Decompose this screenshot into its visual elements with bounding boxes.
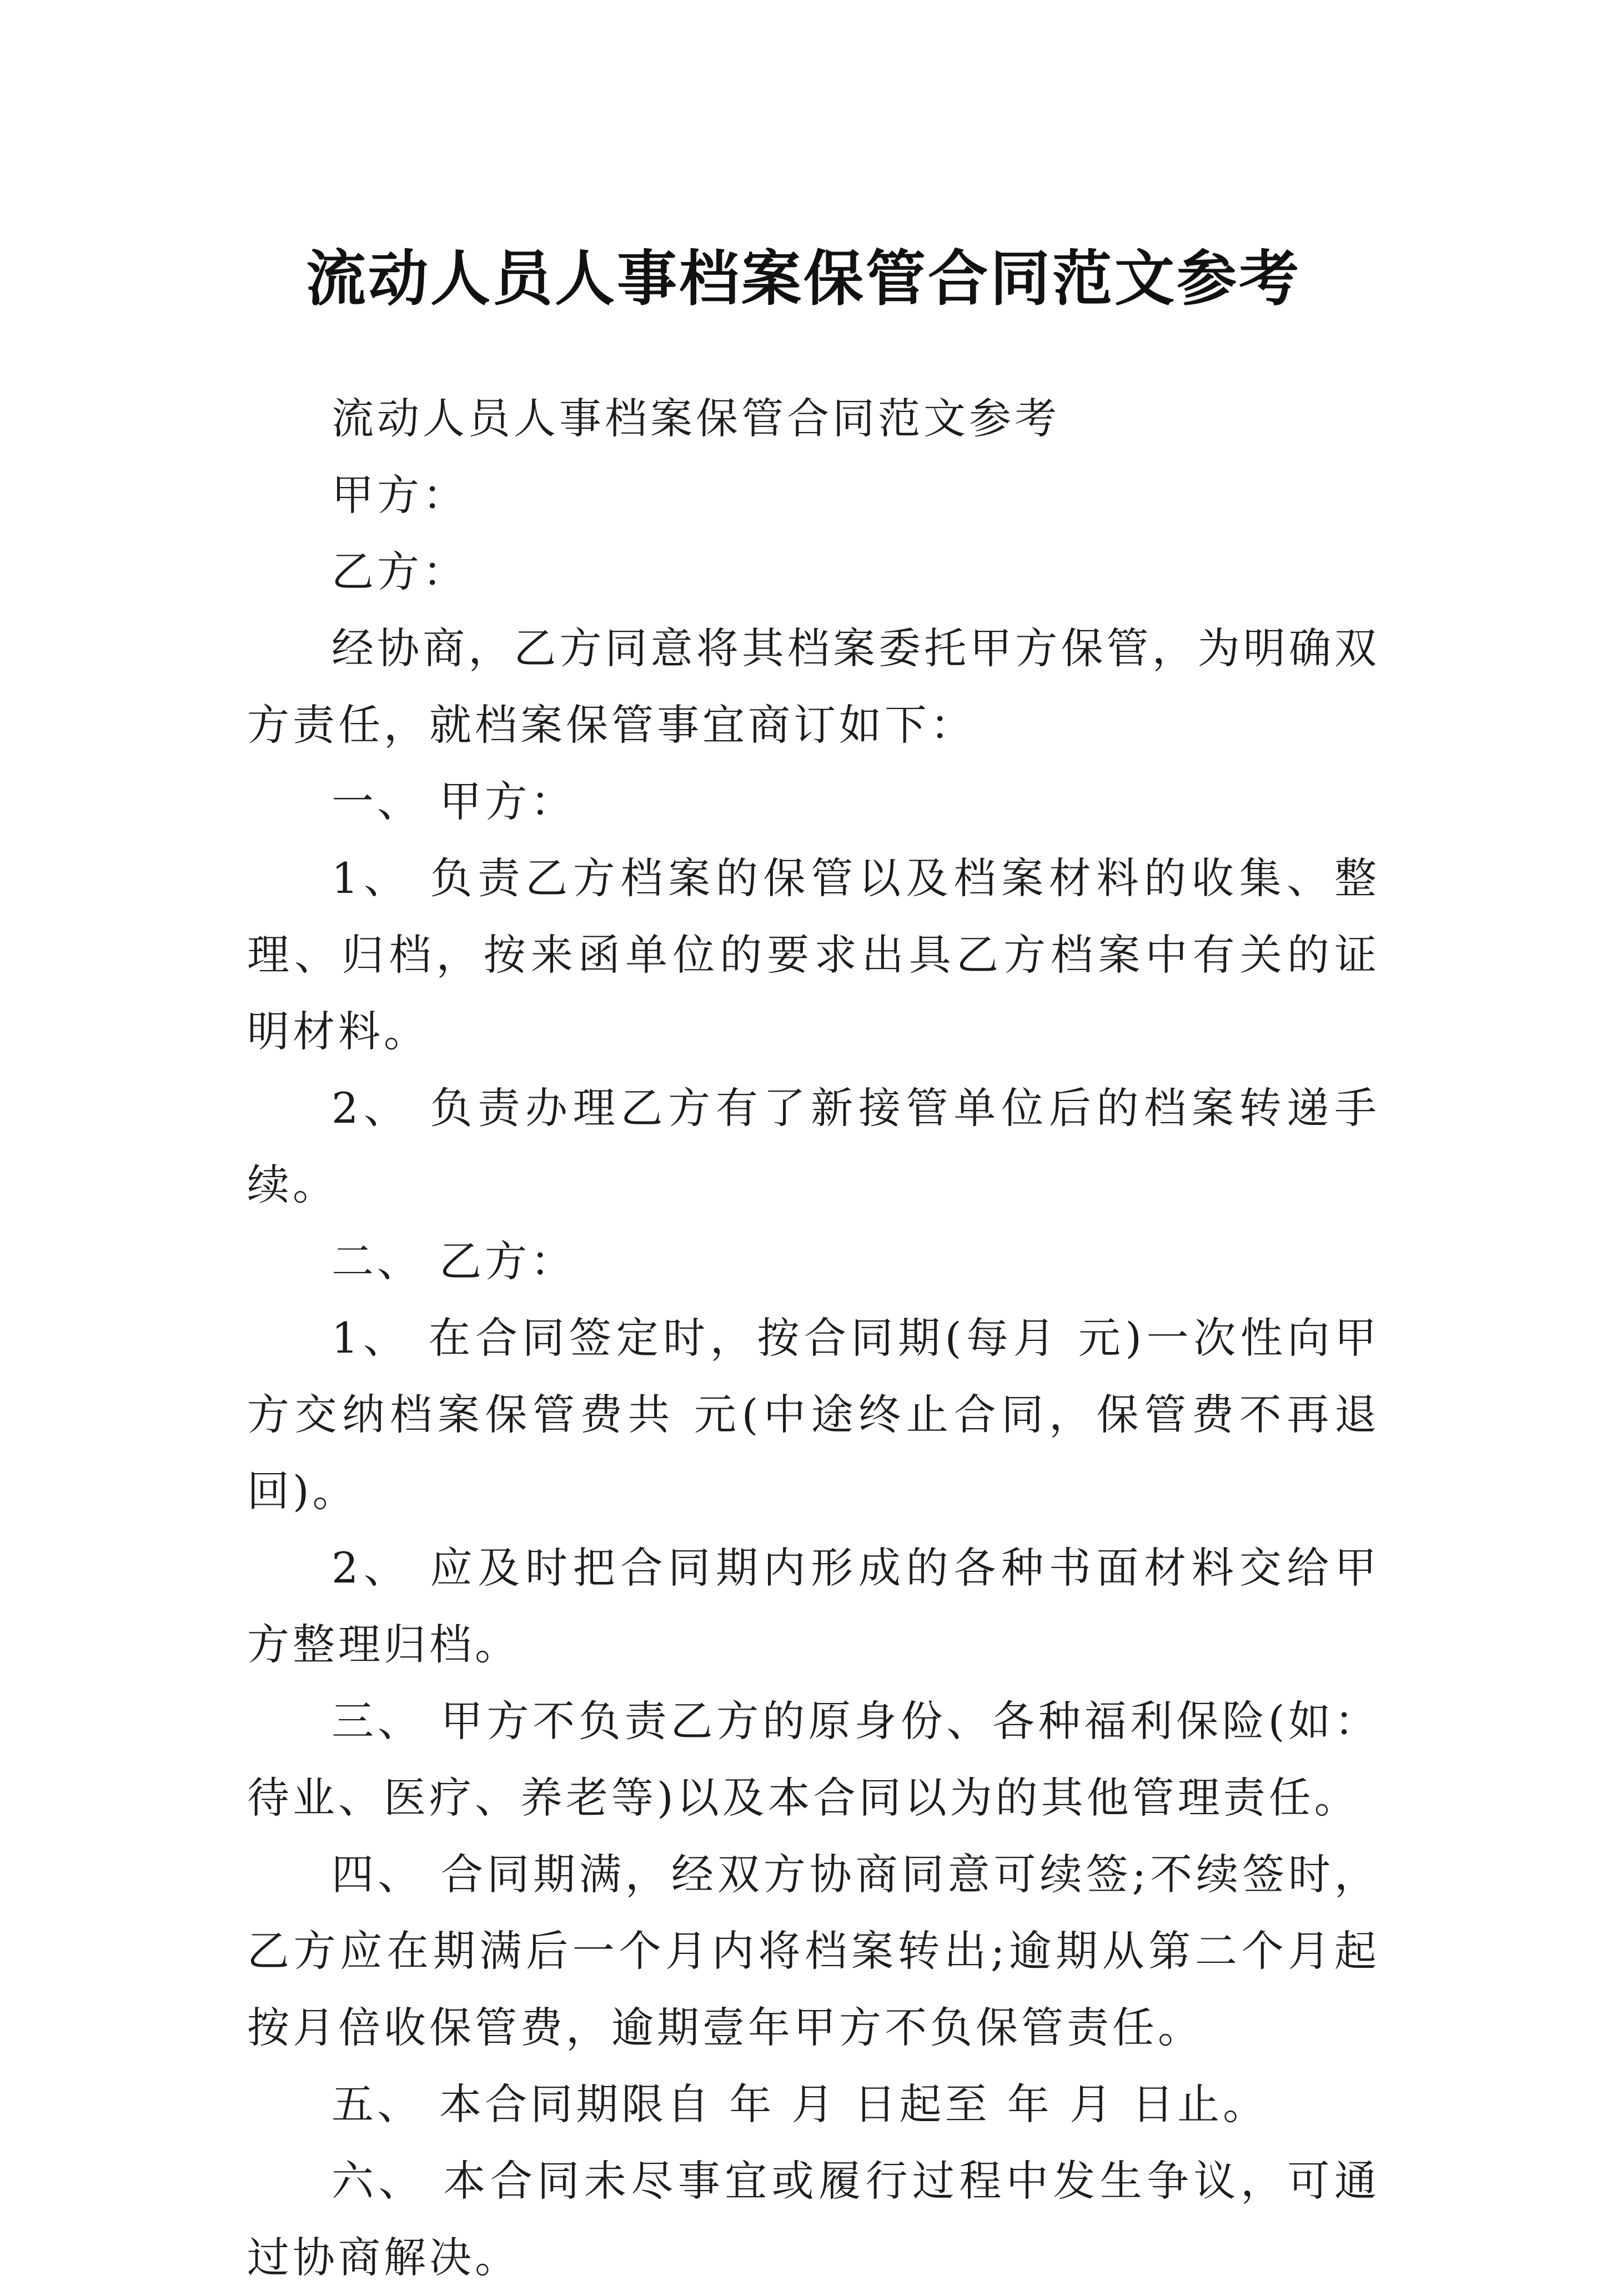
paragraph-party-b: 乙方： bbox=[332, 547, 468, 596]
clause-2-1: 1、 在合同签定时，按合同期(每月 元)一次性向甲方交纳档案保管费共 元(中途终止合同，保管费不再退回)。 bbox=[247, 1313, 1380, 1516]
document-body bbox=[247, 380, 1380, 2296]
section-5: 五、 本合同期限自 年 月 日起至 年 月 日止。 bbox=[332, 2079, 1269, 2129]
section-3: 三、 甲方不负责乙方的原身份、各种福利保险(如：待业、医疗、养老等)以及本合同以为的其他管理责任。 bbox=[247, 1696, 1380, 1822]
section-heading-2: 二、 乙方： bbox=[332, 1237, 576, 1286]
paragraph-party-a: 甲方： bbox=[332, 470, 468, 520]
section-6: 六、 本合同未尽事宜或履行过程中发生争议，可通过协商解决。 bbox=[247, 2156, 1380, 2282]
clause-2-2: 2、 应及时把合同期内形成的各种书面材料交给甲方整理归档。 bbox=[247, 1543, 1380, 1669]
clause-1-1: 1、 负责乙方档案的保管以及档案材料的收集、整理、归档，按来函单位的要求出具乙方档案中有关的证明材料。 bbox=[247, 853, 1380, 1056]
section-heading-1: 一、 甲方： bbox=[332, 777, 576, 826]
section-4: 四、 合同期满，经双方协商同意可续签;不续签时，乙方应在期满后一个月内将档案转出;逾期从第二个月起按月倍收保管费，逾期壹年甲方不负保管责任。 bbox=[247, 1850, 1380, 2052]
paragraph-preamble: 经协商，乙方同意将其档案委托甲方保管，为明确双方责任，就档案保管事宜商订如下： bbox=[247, 624, 1380, 750]
paragraph-subtitle: 流动人员人事档案保管合同范文参考 bbox=[332, 394, 1060, 443]
clause-1-2: 2、 负责办理乙方有了新接管单位后的档案转递手续。 bbox=[247, 1083, 1380, 1209]
document-title: 流动人员人事档案保管合同范文参考 bbox=[305, 244, 1301, 314]
